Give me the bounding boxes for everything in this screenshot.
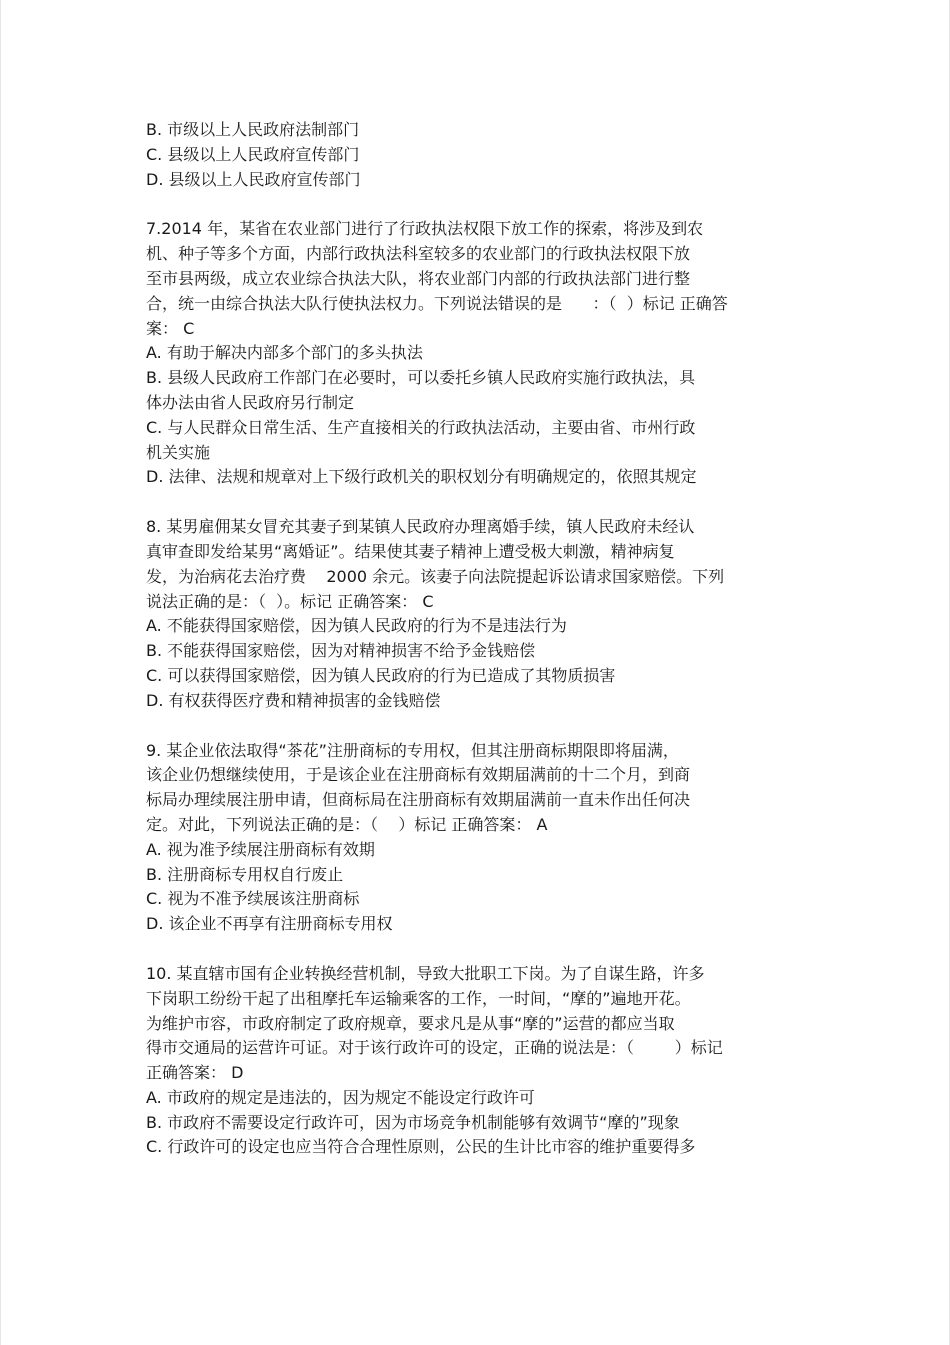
question-text-line: 合，统一由综合执法大队行使执法权力。下列说法错误的是 ：（ ）标记 正确答 xyxy=(146,293,728,313)
question-text-line: 得市交通局的运营许可证。对于该行政许可的设定，正确的说法是：（ ）标记 xyxy=(146,1038,723,1058)
option-line: A. 视为准予续展注册商标有效期 xyxy=(146,839,375,859)
option-line: D. 有权获得医疗费和精神损害的金钱赔偿 xyxy=(146,690,441,710)
option-line: B. 市级以上人民政府法制部门 xyxy=(146,120,360,139)
question-9 xyxy=(146,739,811,937)
option-line: B. 县级人民政府工作部门在必要时，可以委托乡镇人民政府实施行政执法，具 xyxy=(146,368,696,388)
option-line: D. 该企业不再享有注册商标专用权 xyxy=(146,914,393,934)
continued-options xyxy=(146,118,811,192)
answer-line: 说法正确的是：（ ）。标记 正确答案： C xyxy=(146,591,434,611)
option-line: A. 市政府的规定是违法的，因为规定不能设定行政许可 xyxy=(146,1087,535,1107)
question-text-line: 10. 某直辖市国有企业转换经营机制，导致大批职工下岗。为了自谋生路，许多 xyxy=(146,963,705,983)
question-text-line: 9. 某企业依法取得“茶花”注册商标的专用权，但其注册商标期限即将届满， xyxy=(146,740,679,760)
option-line: 体办法由省人民政府另行制定 xyxy=(146,392,355,412)
question-8 xyxy=(146,515,811,713)
question-10 xyxy=(146,962,811,1160)
option-line: D. 法律、法规和规章对上下级行政机关的职权划分有明确规定的，依照其规定 xyxy=(146,467,697,487)
option-line: C. 行政许可的设定也应当符合合理性原则，公民的生计比市容的维护重要得多 xyxy=(146,1137,696,1157)
question-7 xyxy=(146,217,811,490)
question-text-line: 至市县两级，成立农业综合执法大队，将农业部门内部的行政执法部门进行整 xyxy=(146,268,691,288)
option-line: C. 可以获得国家赔偿，因为镇人民政府的行为已造成了其物质损害 xyxy=(146,665,616,685)
option-line: A. 不能获得国家赔偿，因为镇人民政府的行为不是违法行为 xyxy=(146,616,567,636)
option-line: B. 不能获得国家赔偿，因为对精神损害不给予金钱赔偿 xyxy=(146,641,536,661)
option-line: C. 视为不准予续展该注册商标 xyxy=(146,889,360,909)
option-line: 机关实施 xyxy=(146,442,211,462)
question-text-line: 机、种子等多个方面，内部行政执法科室较多的农业部门的行政执法权限下放 xyxy=(146,244,691,264)
answer-line: 案： C xyxy=(146,318,195,338)
option-line: B. 市政府不需要设定行政许可，因为市场竞争机制能够有效调节“摩的”现象 xyxy=(146,1112,680,1132)
question-text-line: 8. 某男雇佣某女冒充其妻子到某镇人民政府办理离婚手续，镇人民政府未经认 xyxy=(146,517,695,537)
question-text-line: 真审查即发给某男“离婚证”。结果使其妻子精神上遭受极大刺激，精神病复 xyxy=(146,541,675,561)
question-text-line: 发，为治病花去治疗费 2000 余元。该妻子向法院提起诉讼请求国家赔偿。下列 xyxy=(146,566,725,586)
question-text-line: 该企业仍想继续使用，于是该企业在注册商标有效期届满前的十二个月，到商 xyxy=(146,765,691,785)
question-text-line: 下岗职工纷纷干起了出租摩托车运输乘客的工作，一时间，“摩的”遍地开花。 xyxy=(146,988,691,1008)
document-body xyxy=(146,118,811,1160)
answer-line: 定。对此，下列说法正确的是：（ ）标记 正确答案： A xyxy=(146,814,548,834)
question-text-line: 7.2014 年，某省在农业部门进行了行政执法权限下放工作的探索，将涉及到农 xyxy=(146,219,704,239)
option-line: D. 县级以上人民政府宣传部门 xyxy=(146,169,361,189)
option-line: C. 县级以上人民政府宣传部门 xyxy=(146,144,360,164)
option-line: A. 有助于解决内部多个部门的多头执法 xyxy=(146,343,423,363)
question-text-line: 标局办理续展注册申请，但商标局在注册商标有效期届满前一直未作出任何决 xyxy=(146,790,691,810)
question-text-line: 为维护市容，市政府制定了政府规章，要求凡是从事“摩的”运营的都应当取 xyxy=(146,1013,675,1033)
option-line: B. 注册商标专用权自行废止 xyxy=(146,864,344,884)
option-line: C. 与人民群众日常生活、生产直接相关的行政执法活动，主要由省、市州行政 xyxy=(146,417,696,437)
answer-line: 正确答案： D xyxy=(146,1063,244,1083)
